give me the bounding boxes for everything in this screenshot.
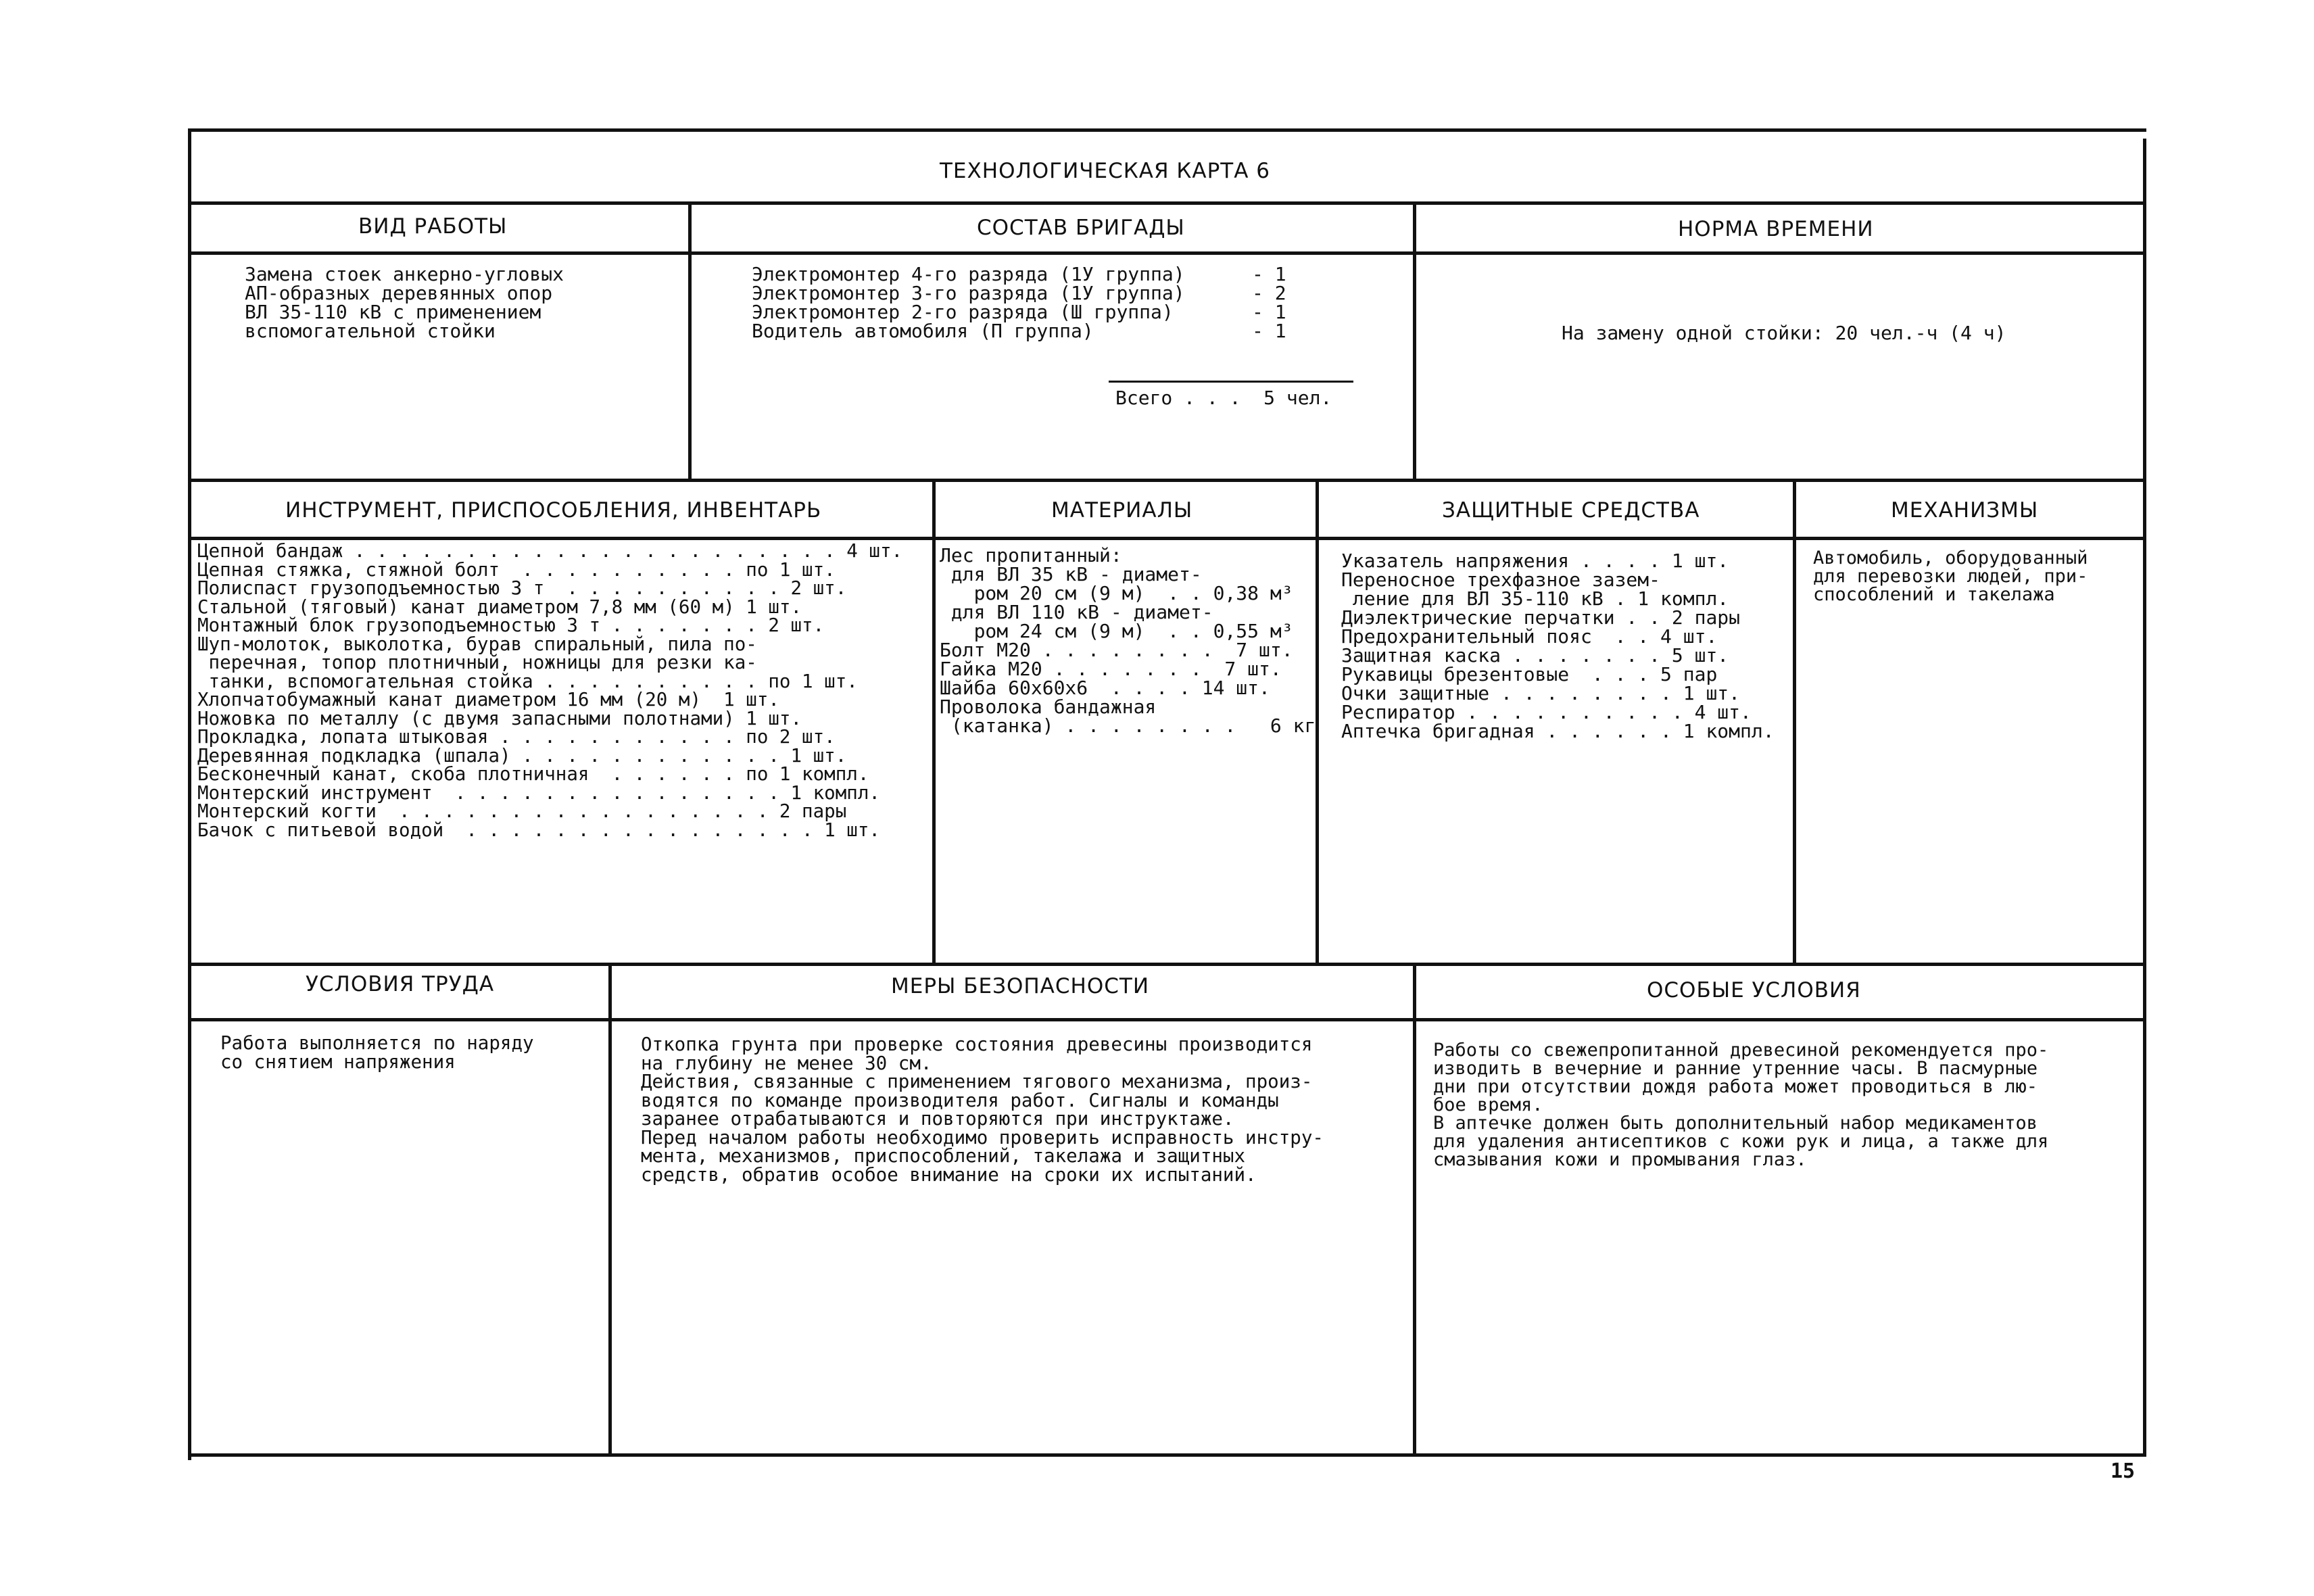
header-time-norm: НОРМА ВРЕМЕНИ [1678, 217, 1874, 241]
safety-line: на глубину не менее 30 см. [641, 1052, 932, 1074]
work-type-line: АП-образных деревянных опор [245, 282, 553, 304]
header-crew: СОСТАВ БРИГАДЫ [977, 216, 1185, 240]
tools-item: Бачок с питьевой водой . . . . . . . . . . . . . . . . 1 шт. [197, 819, 880, 841]
special-line: дни при отсутствии дождя работа может проводиться в лю- [1433, 1076, 2038, 1097]
tools-item: Полиспаст грузоподъемностью 3 т . . . . . . . . . . 2 шт. [197, 577, 847, 599]
row1-divider-2 [1413, 201, 1416, 480]
time-norm-text: На замену одной стойки: 20 чел.-ч (4 ч) [1562, 322, 2006, 344]
tools-item: Стальной (тяговый) канат диаметром 7,8 мм (60 м) 1 шт. [197, 596, 802, 618]
header-work-type: ВИД РАБОТЫ [358, 214, 508, 239]
row2-divider-2 [1316, 479, 1319, 964]
materials-item: для ВЛ 110 кВ - диамет- [940, 601, 1213, 623]
card-title: ТЕХНОЛОГИЧЕСКАЯ КАРТА 6 [940, 159, 1270, 183]
materials-item: ром 20 см (9 м) . . 0,38 м³ [940, 582, 1293, 604]
row3-divider-1 [608, 963, 612, 1455]
materials-list [940, 546, 1316, 735]
materials-item: Гайка М20 . . . . . . . 7 шт. [940, 658, 1282, 680]
section3-top-divider [188, 963, 2146, 966]
frame-bottom-border [188, 1453, 2146, 1457]
special-line: смазывания кожи и промывания глаз. [1433, 1149, 1807, 1170]
row2-divider-1 [932, 479, 936, 964]
row2-divider-3 [1793, 479, 1796, 964]
special-line: В аптечке должен быть дополнительный набор медикаментов [1433, 1113, 2038, 1134]
row3-divider-2 [1413, 963, 1416, 1455]
materials-item: Проволока бандажная [940, 696, 1157, 718]
protective-item: Аптечка бригадная . . . . . . 1 компл. [1341, 720, 1775, 742]
mechanisms-line: способлений и такелажа [1813, 584, 2055, 605]
mechanisms-line: для перевозки людей, при- [1813, 566, 2088, 587]
protective-item: Переносное трехфазное зазем- [1341, 569, 1661, 591]
protective-item: Предохранительный пояс . . 4 шт. [1341, 625, 1718, 648]
materials-item: Лес пропитанный: [940, 544, 1122, 566]
frame-right-border [2143, 139, 2146, 1457]
tools-item: Монтерский когти . . . . . . . . . . . . . . . . . 2 пары [197, 800, 847, 822]
work-type-line: вспомогательной стойки [245, 320, 496, 342]
tools-item: Монтажный блок грузоподъемностью 3 т . . . . . . . 2 шт. [197, 614, 825, 636]
tools-item: Шуп-молоток, выколотка, бурав спиральный, пила по- [197, 633, 757, 655]
header-row3-divider [188, 1018, 2146, 1021]
crew-total: Всего . . . 5 чел. [1115, 387, 1332, 409]
materials-item: Болт М20 . . . . . . . . 7 шт. [940, 639, 1293, 661]
crew-count: - 1 [1252, 320, 1286, 342]
section2-top-divider [188, 479, 2146, 482]
tools-item: Деревянная подкладка (шпала) . . . . . . . . . . . . 1 шт. [197, 744, 847, 767]
tools-item: танки, вспомогательная стойка . . . . . . . . . . по 1 шт. [197, 670, 858, 692]
protective-item: Защитная каска . . . . . . . 5 шт. [1341, 644, 1729, 667]
protective-item: Рукавицы брезентовые . . . 5 пар [1341, 663, 1718, 685]
row1-divider-1 [688, 201, 692, 480]
safety-line: мента, механизмов, приспособлений, такелажа и защитных [641, 1145, 1246, 1167]
safety-line: средств, обратив особое внимание на сроки их испытаний. [641, 1163, 1257, 1186]
conditions-text [220, 1034, 534, 1071]
protective-list [1341, 552, 1775, 741]
crew-total-rule [1109, 381, 1353, 383]
tools-item: Прокладка, лопата штыковая . . . . . . . . . . . по 2 шт. [197, 726, 836, 748]
safety-line: заранее отрабатываются и повторяются при инструктаже. [641, 1108, 1234, 1130]
special-line: бое время. [1433, 1094, 1543, 1115]
crew-role: Электромонтер 3-го разряда (1У группа) [752, 282, 1185, 304]
safety-line: водятся по команде производителя работ. Сигналы и команды [641, 1089, 1279, 1111]
header-safety: МЕРЫ БЕЗОПАСНОСТИ [891, 974, 1150, 998]
tools-item: Ножовка по металлу (с двумя запасными полотнами) 1 шт. [197, 707, 802, 729]
safety-line: Откопка грунта при проверке состояния древесины производится [641, 1034, 1313, 1055]
crew-counts [1252, 265, 1286, 341]
crew-role: Электромонтер 2-го разряда (Ш группа) [752, 301, 1174, 323]
header-tools: ИНСТРУМЕНТ, ПРИСПОСОБЛЕНИЯ, ИНВЕНТАРЬ [285, 498, 822, 523]
tools-list [197, 542, 902, 840]
tools-item: Монтерский инструмент . . . . . . . . . . . . . . . 1 компл. [197, 781, 880, 804]
work-type-line: Замена стоек анкерно-угловых [245, 263, 564, 285]
tools-item: Бесконечный канат, скоба плотничная . . . . . . по 1 компл. [197, 763, 869, 785]
tools-item: Цепная стяжка, стяжной болт . . . . . . . . . . по 1 шт. [197, 558, 836, 581]
tools-item: Хлопчатобумажный канат диаметром 16 мм (20 м) 1 шт. [197, 689, 779, 710]
crew-roles [752, 265, 1185, 341]
materials-item: Шайба 60х60х6 . . . . 14 шт. [940, 677, 1270, 699]
page-number: 15 [2111, 1459, 2136, 1483]
crew-count: - 1 [1252, 301, 1286, 323]
crew-count: - 2 [1252, 282, 1286, 304]
header-protective: ЗАЩИТНЫЕ СРЕДСТВА [1442, 498, 1700, 523]
protective-item: Респиратор . . . . . . . . . . 4 шт. [1341, 701, 1752, 723]
frame-left-border [188, 128, 191, 1460]
conditions-line: Работа выполняется по наряду [220, 1032, 534, 1054]
header-row1-divider [188, 251, 2146, 255]
header-special: ОСОБЫЕ УСЛОВИЯ [1647, 978, 1861, 1002]
crew-count: - 1 [1252, 263, 1286, 285]
work-type-line: ВЛ 35-110 кВ с применением [245, 301, 541, 323]
tools-item: перечная, топор плотничный, ножницы для резки ка- [197, 652, 757, 673]
materials-item: (катанка) . . . . . . . . 6 кг [940, 715, 1316, 737]
mechanisms-text [1813, 549, 2088, 604]
special-line: изводить в вечерние и ранние утренние часы. В пасмурные [1433, 1058, 2038, 1079]
crew-role: Электромонтер 4-го разряда (1У группа) [752, 263, 1185, 285]
header-conditions: УСЛОВИЯ ТРУДА [306, 972, 495, 996]
tools-item: Цепной бандаж . . . . . . . . . . . . . . . . . . . . . . 4 шт. [197, 540, 903, 562]
header-materials: МАТЕРИАЛЫ [1051, 498, 1193, 523]
materials-item: ром 24 см (9 м) . . 0,55 м³ [940, 620, 1293, 642]
safety-line: Перед началом работы необходимо проверить исправность инстру- [641, 1126, 1324, 1148]
special-line: для удаления антисептиков с кожи рук и лица, а также для [1433, 1131, 2049, 1152]
conditions-line: со снятием напряжения [220, 1050, 456, 1073]
special-line: Работы со свежепропитанной древесиной рекомендуется про- [1433, 1040, 2049, 1061]
protective-item: Указатель напряжения . . . . 1 шт. [1341, 550, 1729, 572]
title-divider [188, 201, 2146, 205]
work-type-text [245, 265, 564, 341]
protective-item: Диэлектрические перчатки . . 2 пары [1341, 606, 1741, 629]
header-mechanisms: МЕХАНИЗМЫ [1891, 498, 2039, 523]
special-text [1433, 1041, 2048, 1169]
safety-line: Действия, связанные с применением тягового механизма, произ- [641, 1071, 1313, 1092]
crew-role: Водитель автомобиля (П группа) [752, 320, 1094, 342]
safety-text [641, 1036, 1324, 1184]
protective-item: ление для ВЛ 35-110 кВ . 1 компл. [1341, 587, 1729, 610]
frame-top-border [188, 128, 2146, 132]
materials-item: для ВЛ 35 кВ - диамет- [940, 563, 1202, 585]
mechanisms-line: Автомобиль, оборудованный [1813, 548, 2088, 569]
protective-item: Очки защитные . . . . . . . . 1 шт. [1341, 682, 1741, 704]
